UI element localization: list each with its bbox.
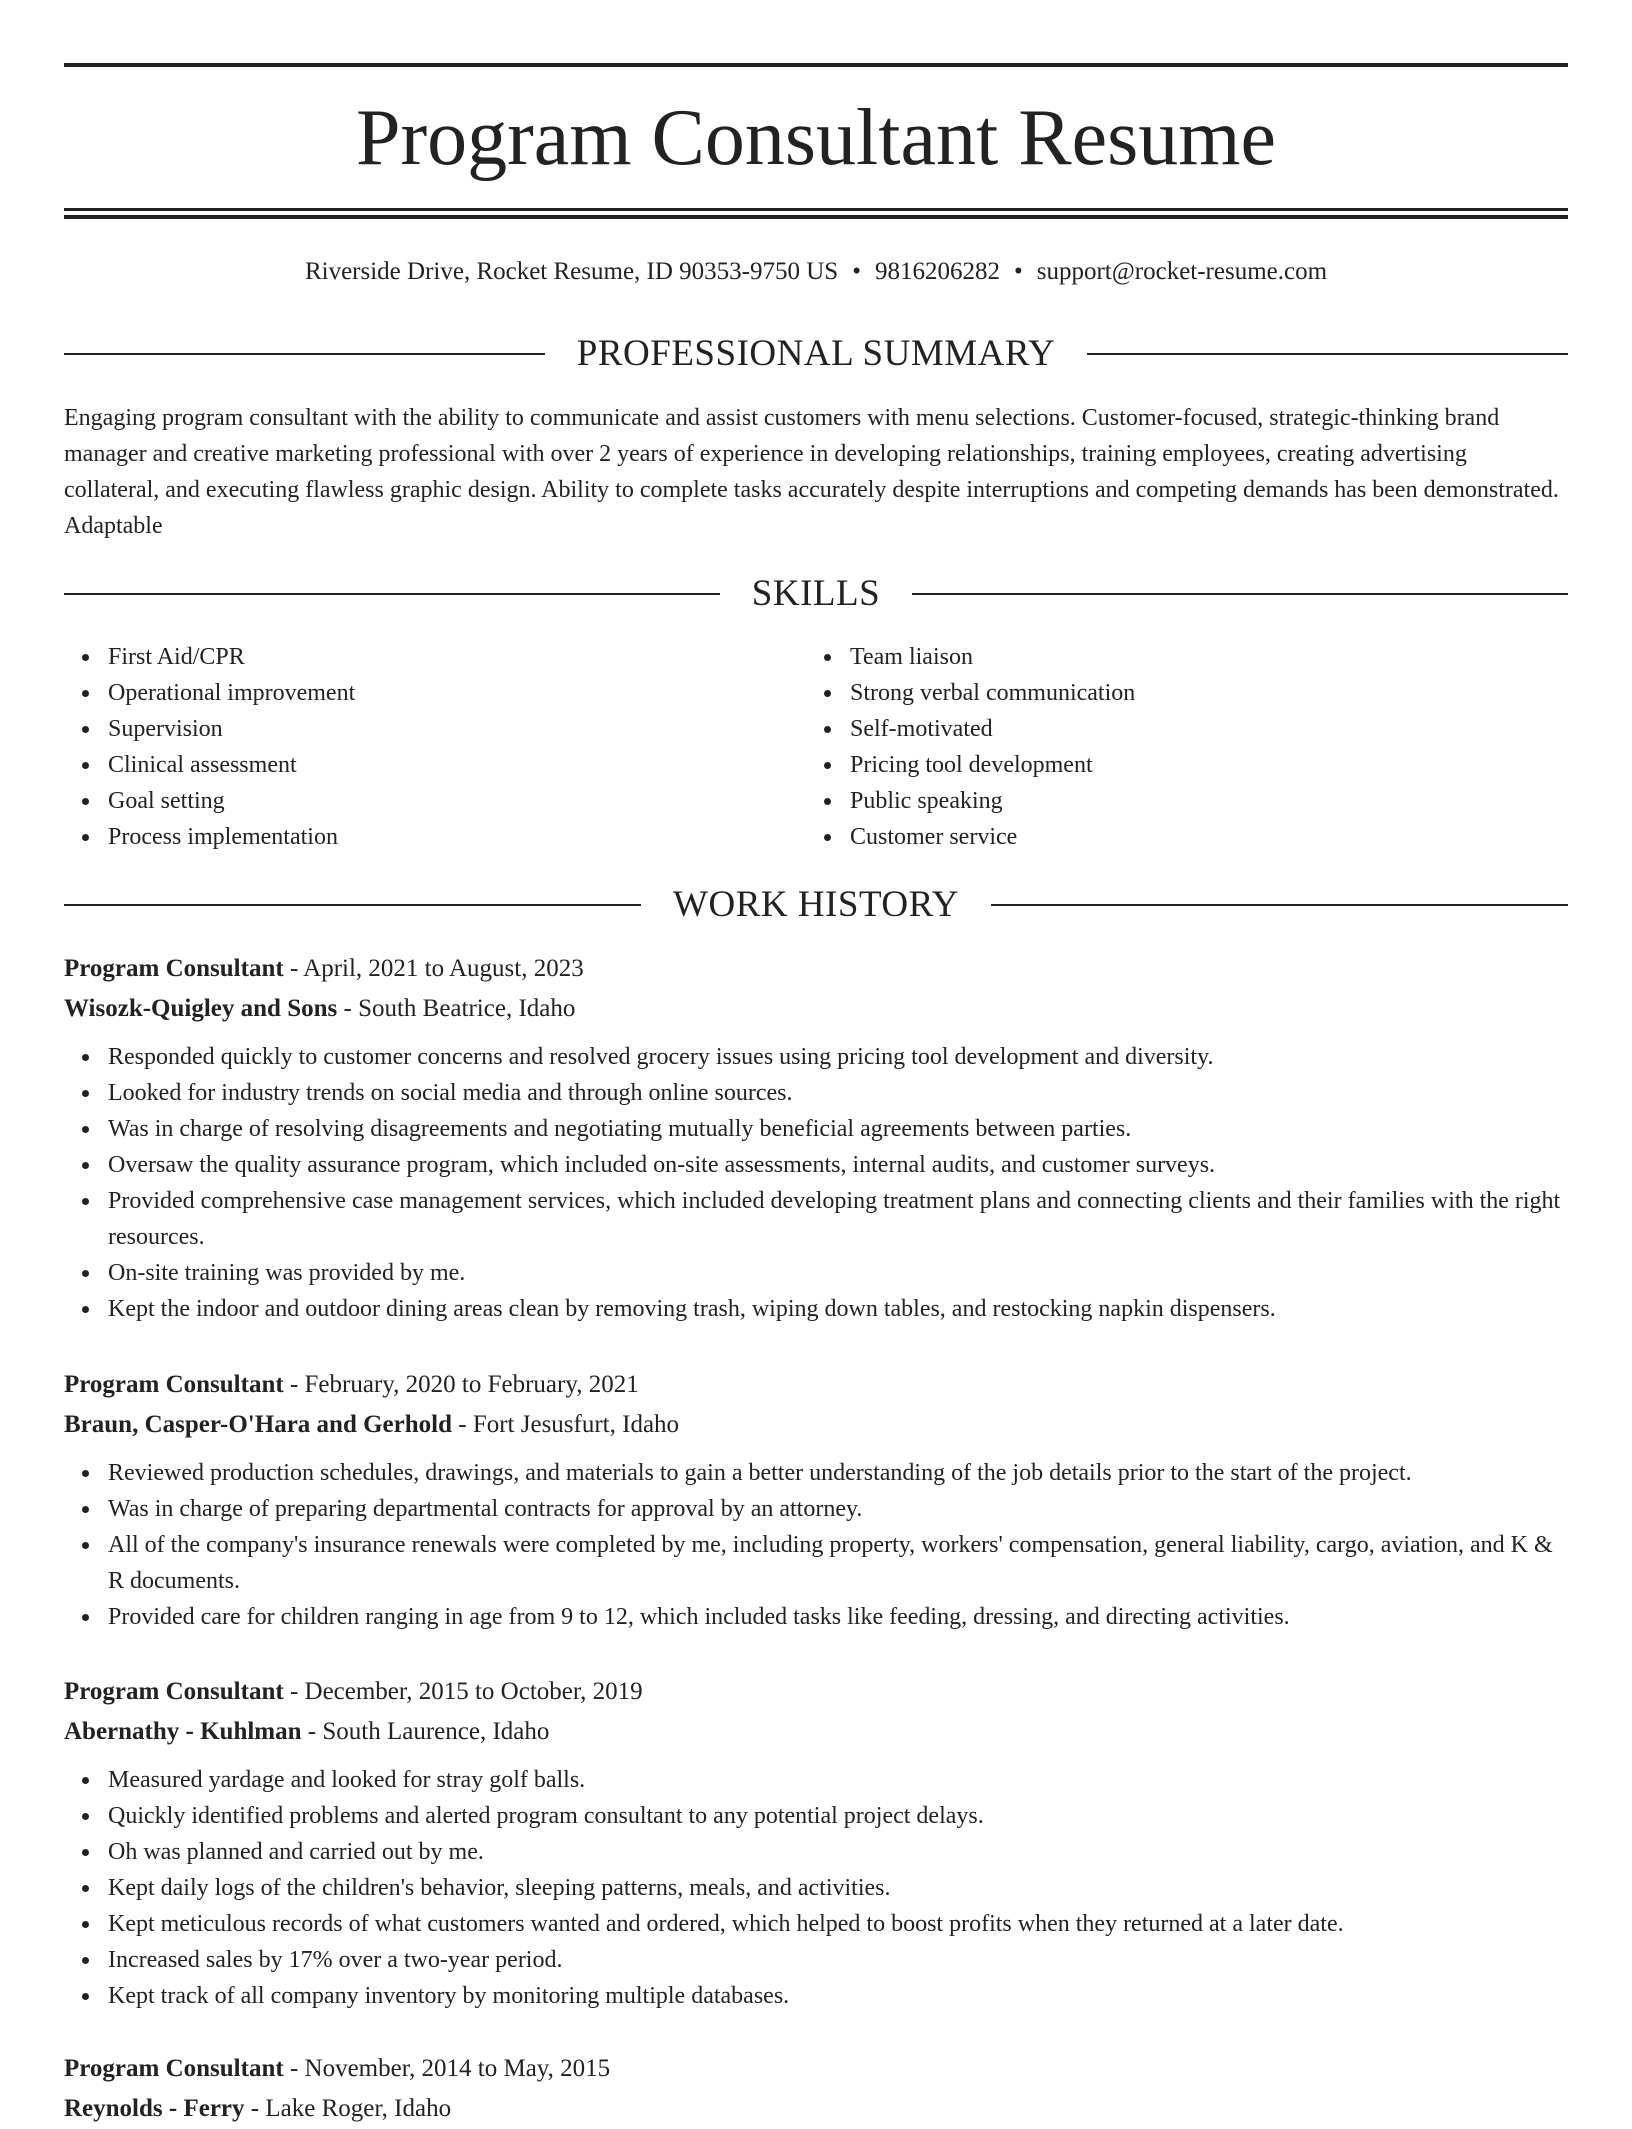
contact-separator: • — [1013, 258, 1023, 285]
contact-phone: 9816206282 — [874, 258, 1000, 285]
job-company-line — [64, 1405, 1568, 1445]
job-duty: Kept the indoor and outdoor dining areas clean by removing trash, wiping down tables, and restocking napkin dispensers. — [64, 1291, 1568, 1327]
section-rule-right — [1087, 353, 1568, 355]
section-rule-left — [64, 904, 641, 906]
job-title: Program Consultant — [64, 955, 284, 982]
job-duty: Kept track of all company inventory by monitoring multiple databases. — [64, 1978, 1568, 2014]
job-duty: Reviewed production schedules, drawings, and materials to gain a better understanding of the job details prior to the start of the project. — [64, 1455, 1568, 1491]
summary-text: Engaging program consultant with the ability to communicate and assist customers with menu selections. Customer-focused, strategic-thinking brand manager and creative marketing professional with over 2 years of experience in developing relationships, training employees, creating advertising collateral, and executing flawless graphic design. Ability to complete tasks accurately despite interruptions and competing demands has been demonstrated. Adaptable — [64, 405, 1559, 539]
skills-list-right — [806, 639, 1506, 855]
job-duty: Oh was planned and carried out by me. — [64, 1834, 1568, 1870]
job-company: Reynolds - Ferry — [64, 2095, 245, 2122]
header-bottom-rule-2 — [64, 215, 1568, 219]
job-title: Program Consultant — [64, 1678, 284, 1705]
skill-item: First Aid/CPR — [64, 639, 764, 675]
job-location: Fort Jesusfurt, Idaho — [472, 1411, 680, 1438]
job-dash: - — [283, 2055, 305, 2082]
section-rule-left — [64, 353, 545, 355]
job-dash: - — [337, 995, 359, 1022]
contact-line — [64, 254, 1568, 290]
section-rule-right — [912, 593, 1568, 595]
job-dash: - — [452, 1411, 473, 1438]
skill-item: Strong verbal communication — [806, 675, 1506, 711]
section-rule-right — [991, 904, 1568, 906]
job-title-line — [64, 1672, 1568, 1712]
job-company: Abernathy - Kuhlman — [64, 1718, 302, 1745]
section-rule-left — [64, 593, 720, 595]
skill-item: Pricing tool development — [806, 747, 1506, 783]
section-title-work: WORK HISTORY — [673, 884, 959, 925]
job-company-line — [64, 1712, 1568, 1752]
header-bottom-rule — [64, 208, 1568, 211]
job-title: Program Consultant — [64, 1371, 284, 1398]
job-duties-list — [64, 1455, 1568, 1635]
skill-item: Goal setting — [64, 783, 764, 819]
job-title-line — [64, 2049, 1568, 2089]
job-duty: All of the company's insurance renewals were completed by me, including property, workers' compensation, general liability, cargo, aviation, and K & R documents. — [64, 1527, 1568, 1599]
job-duty: Increased sales by 17% over a two-year period. — [64, 1942, 1568, 1978]
job-duty: Oversaw the quality assurance program, which included on-site assessments, internal audits, and customer surveys. — [64, 1147, 1568, 1183]
job-duty: Looked for industry trends on social media and through online sources. — [64, 1075, 1568, 1111]
skills-list-left — [64, 639, 764, 855]
job-title-line — [64, 1365, 1568, 1405]
job-entry — [64, 1672, 1568, 2014]
job-duty: Was in charge of resolving disagreements and negotiating mutually beneficial agreements between parties. — [64, 1111, 1568, 1147]
job-dates: February, 2020 to February, 2021 — [304, 1371, 639, 1398]
job-duty: Kept daily logs of the children's behavior, sleeping patterns, meals, and activities. — [64, 1870, 1568, 1906]
job-entry — [64, 1365, 1568, 1635]
skill-item: Team liaison — [806, 639, 1506, 675]
section-title-skills: SKILLS — [751, 573, 881, 614]
job-location: Lake Roger, Idaho — [265, 2095, 452, 2122]
job-location: South Laurence, Idaho — [322, 1718, 550, 1745]
job-dates: December, 2015 to October, 2019 — [304, 1678, 643, 1705]
job-dates: November, 2014 to May, 2015 — [304, 2055, 611, 2082]
job-duty: Responded quickly to customer concerns and resolved grocery issues using pricing tool development and diversity. — [64, 1039, 1568, 1075]
job-title: Program Consultant — [64, 2055, 284, 2082]
section-title-summary: PROFESSIONAL SUMMARY — [576, 333, 1056, 374]
job-company: Wisozk-Quigley and Sons — [64, 995, 338, 1022]
job-title-line — [64, 949, 1568, 989]
page-title: Program Consultant Resume — [356, 94, 1276, 182]
skill-item: Clinical assessment — [64, 747, 764, 783]
job-dash: - — [283, 955, 304, 982]
job-entry — [64, 2049, 1568, 2129]
job-duty: Provided care for children ranging in age from 9 to 12, which included tasks like feeding, dressing, and directing activities. — [64, 1599, 1568, 1635]
skill-item: Public speaking — [806, 783, 1506, 819]
job-dash: - — [283, 1678, 305, 1705]
job-duties-list — [64, 1039, 1568, 1327]
job-dash: - — [283, 1371, 305, 1398]
header-top-rule — [64, 63, 1568, 67]
skill-item: Self-motivated — [806, 711, 1506, 747]
job-duty: Quickly identified problems and alerted program consultant to any potential project delays. — [64, 1798, 1568, 1834]
job-location: South Beatrice, Idaho — [358, 995, 576, 1022]
job-dates: April, 2021 to August, 2023 — [303, 955, 584, 982]
contact-separator: • — [852, 258, 861, 285]
job-duty: Kept meticulous records of what customers wanted and ordered, which helped to boost profits when they returned at a later date. — [64, 1906, 1568, 1942]
job-entry — [64, 949, 1568, 1327]
job-duty: On-site training was provided by me. — [64, 1255, 1568, 1291]
job-duty: Was in charge of preparing departmental contracts for approval by an attorney. — [64, 1491, 1568, 1527]
skill-item: Process implementation — [64, 819, 764, 855]
job-duty: Provided comprehensive case management services, which included developing treatment plans and connecting clients and their families with the right resources. — [64, 1183, 1568, 1255]
contact-address: Riverside Drive, Rocket Resume, ID 90353-9750 US — [304, 258, 839, 285]
contact-email: support@rocket-resume.com — [1036, 258, 1328, 285]
skill-item: Operational improvement — [64, 675, 764, 711]
job-company-line — [64, 989, 1568, 1029]
skill-item: Supervision — [64, 711, 764, 747]
section-header-work — [64, 883, 1568, 927]
job-dash: - — [301, 1718, 323, 1745]
skill-item: Customer service — [806, 819, 1506, 855]
job-company-line — [64, 2089, 1568, 2129]
section-header-skills — [64, 572, 1568, 616]
job-duty: Measured yardage and looked for stray golf balls. — [64, 1762, 1568, 1798]
job-company: Braun, Casper-O'Hara and Gerhold — [64, 1411, 452, 1438]
job-duties-list — [64, 1762, 1568, 2014]
section-header-summary — [64, 332, 1568, 376]
job-dash: - — [244, 2095, 266, 2122]
